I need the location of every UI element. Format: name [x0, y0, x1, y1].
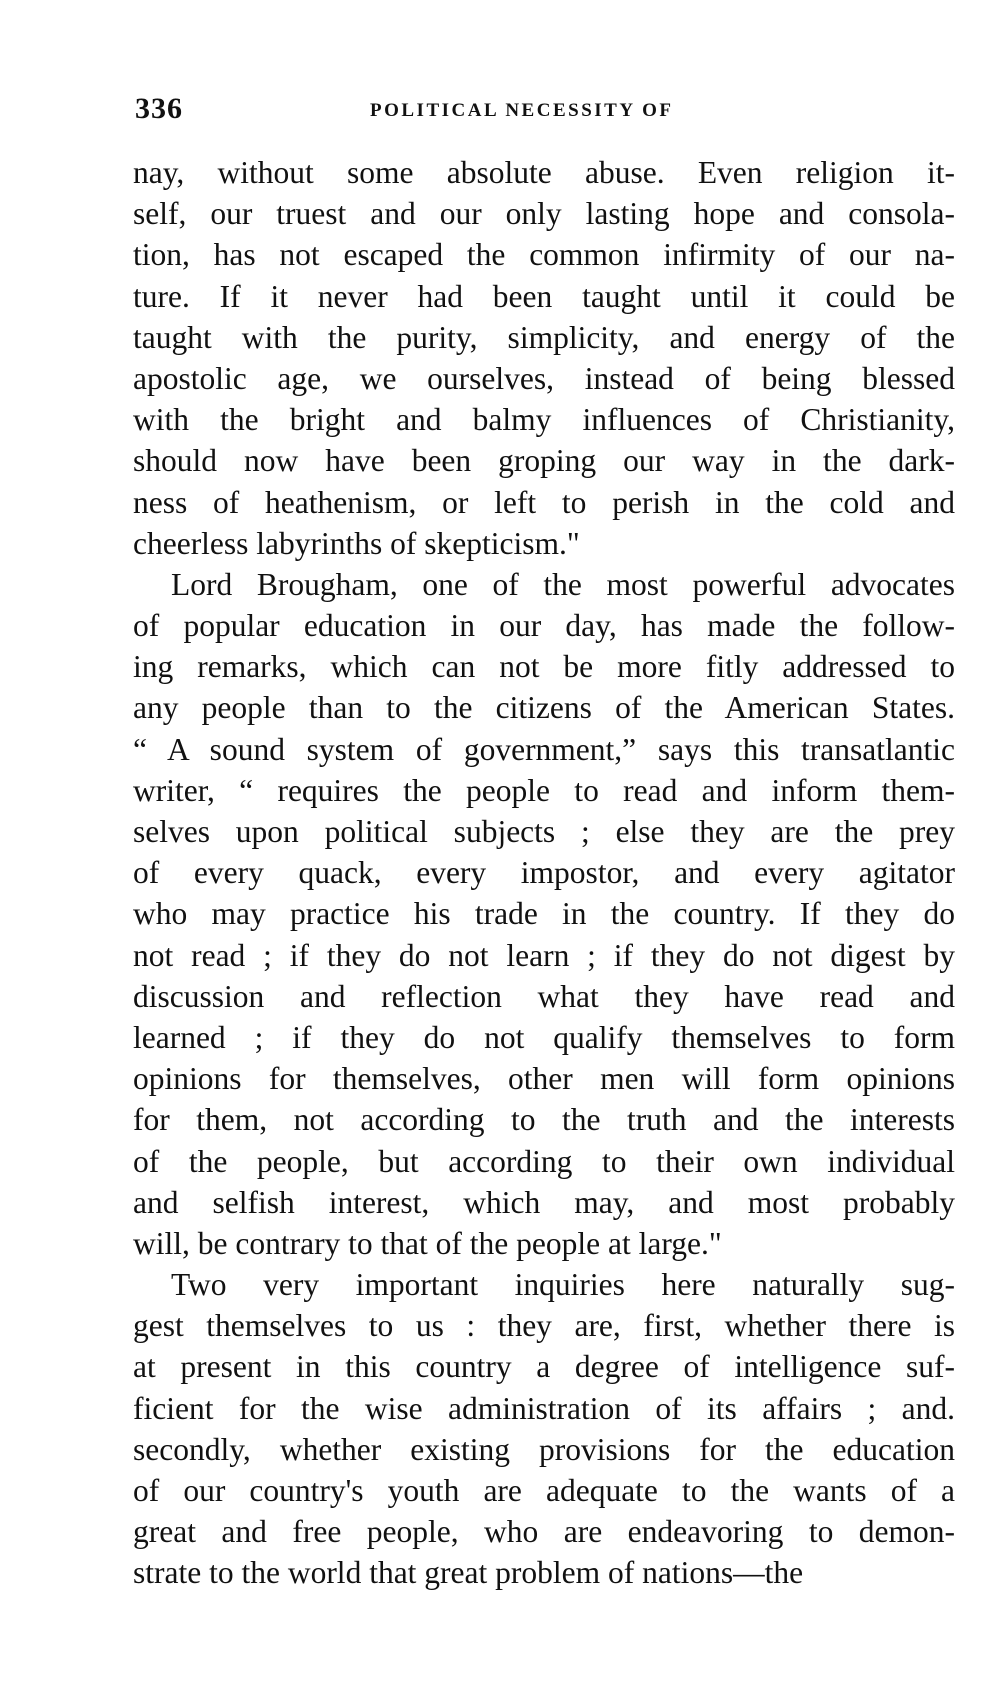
text-line: at present in this country a degree of intelligence suf-	[133, 1349, 955, 1385]
text-line: Lord Brougham, one of the most powerful advocates	[171, 566, 955, 602]
text-line: nay, without some absolute abuse. Even religion it-	[133, 155, 955, 190]
text-line: not read ; if they do not learn ; if they do not digest by	[133, 937, 955, 973]
paragraph	[133, 564, 955, 1264]
text-line: ficient for the wise administration of its affairs ; and.	[133, 1390, 955, 1426]
text-line: cheerless labyrinths of skepticism."	[133, 525, 580, 561]
text-line: who may practice his trade in the country. If they do	[133, 896, 955, 932]
running-title: POLITICAL NECESSITY OF	[370, 100, 674, 121]
text-line: apostolic age, we ourselves, instead of being blessed	[133, 360, 955, 396]
text-line: taught with the purity, simplicity, and energy of the	[133, 319, 955, 355]
text-line: strate to the world that great problem of nations—the	[133, 1555, 804, 1591]
text-line: with the bright and balmy influences of Christianity,	[133, 402, 955, 438]
page-number: 336	[135, 92, 183, 125]
text-line: ture. If it never had been taught until it could be	[133, 278, 955, 314]
text-line: “ A sound system of government,” says this transatlantic	[133, 731, 955, 767]
text-line: opinions for themselves, other men will form opinions	[133, 1061, 955, 1097]
text-line: and selfish interest, which may, and most probably	[133, 1184, 955, 1220]
text-line: learned ; if they do not qualify themselves to form	[133, 1019, 955, 1055]
text-line: secondly, whether existing provisions for the education	[133, 1431, 955, 1467]
paragraph	[133, 152, 955, 564]
text-line: Two very important inquiries here naturally sug-	[171, 1267, 955, 1303]
text-line: for them, not according to the truth and the interests	[133, 1102, 955, 1138]
running-head	[135, 92, 955, 132]
text-line: will, be contrary to that of the people at large."	[133, 1225, 722, 1261]
text-line: any people than to the citizens of the American States.	[133, 690, 955, 726]
text-line: gest themselves to us : they are, first, whether there is	[133, 1308, 955, 1344]
text-line: ness of heathenism, or left to perish in the cold and	[133, 484, 955, 520]
text-line: of our country's youth are adequate to the wants of a	[133, 1473, 955, 1508]
paragraph	[133, 1264, 955, 1594]
text-line: great and free people, who are endeavoring to demon-	[133, 1514, 955, 1550]
body-text	[133, 152, 955, 1594]
text-line: selves upon political subjects ; else they are the prey	[133, 814, 955, 849]
text-line: of popular education in our day, has made the follow-	[133, 608, 955, 644]
text-line: should now have been groping our way in the dark-	[133, 443, 955, 479]
text-line: tion, has not escaped the common infirmity of our na-	[133, 237, 955, 273]
text-line: of every quack, every impostor, and every agitator	[133, 855, 955, 891]
text-line: writer, “ requires the people to read and inform them-	[133, 772, 955, 808]
text-line: ing remarks, which can not be more fitly addressed to	[133, 649, 955, 685]
text-line: self, our truest and our only lasting hope and consola-	[133, 196, 955, 232]
text-line: of the people, but according to their own individual	[133, 1143, 955, 1179]
text-line: discussion and reflection what they have read and	[133, 978, 955, 1014]
